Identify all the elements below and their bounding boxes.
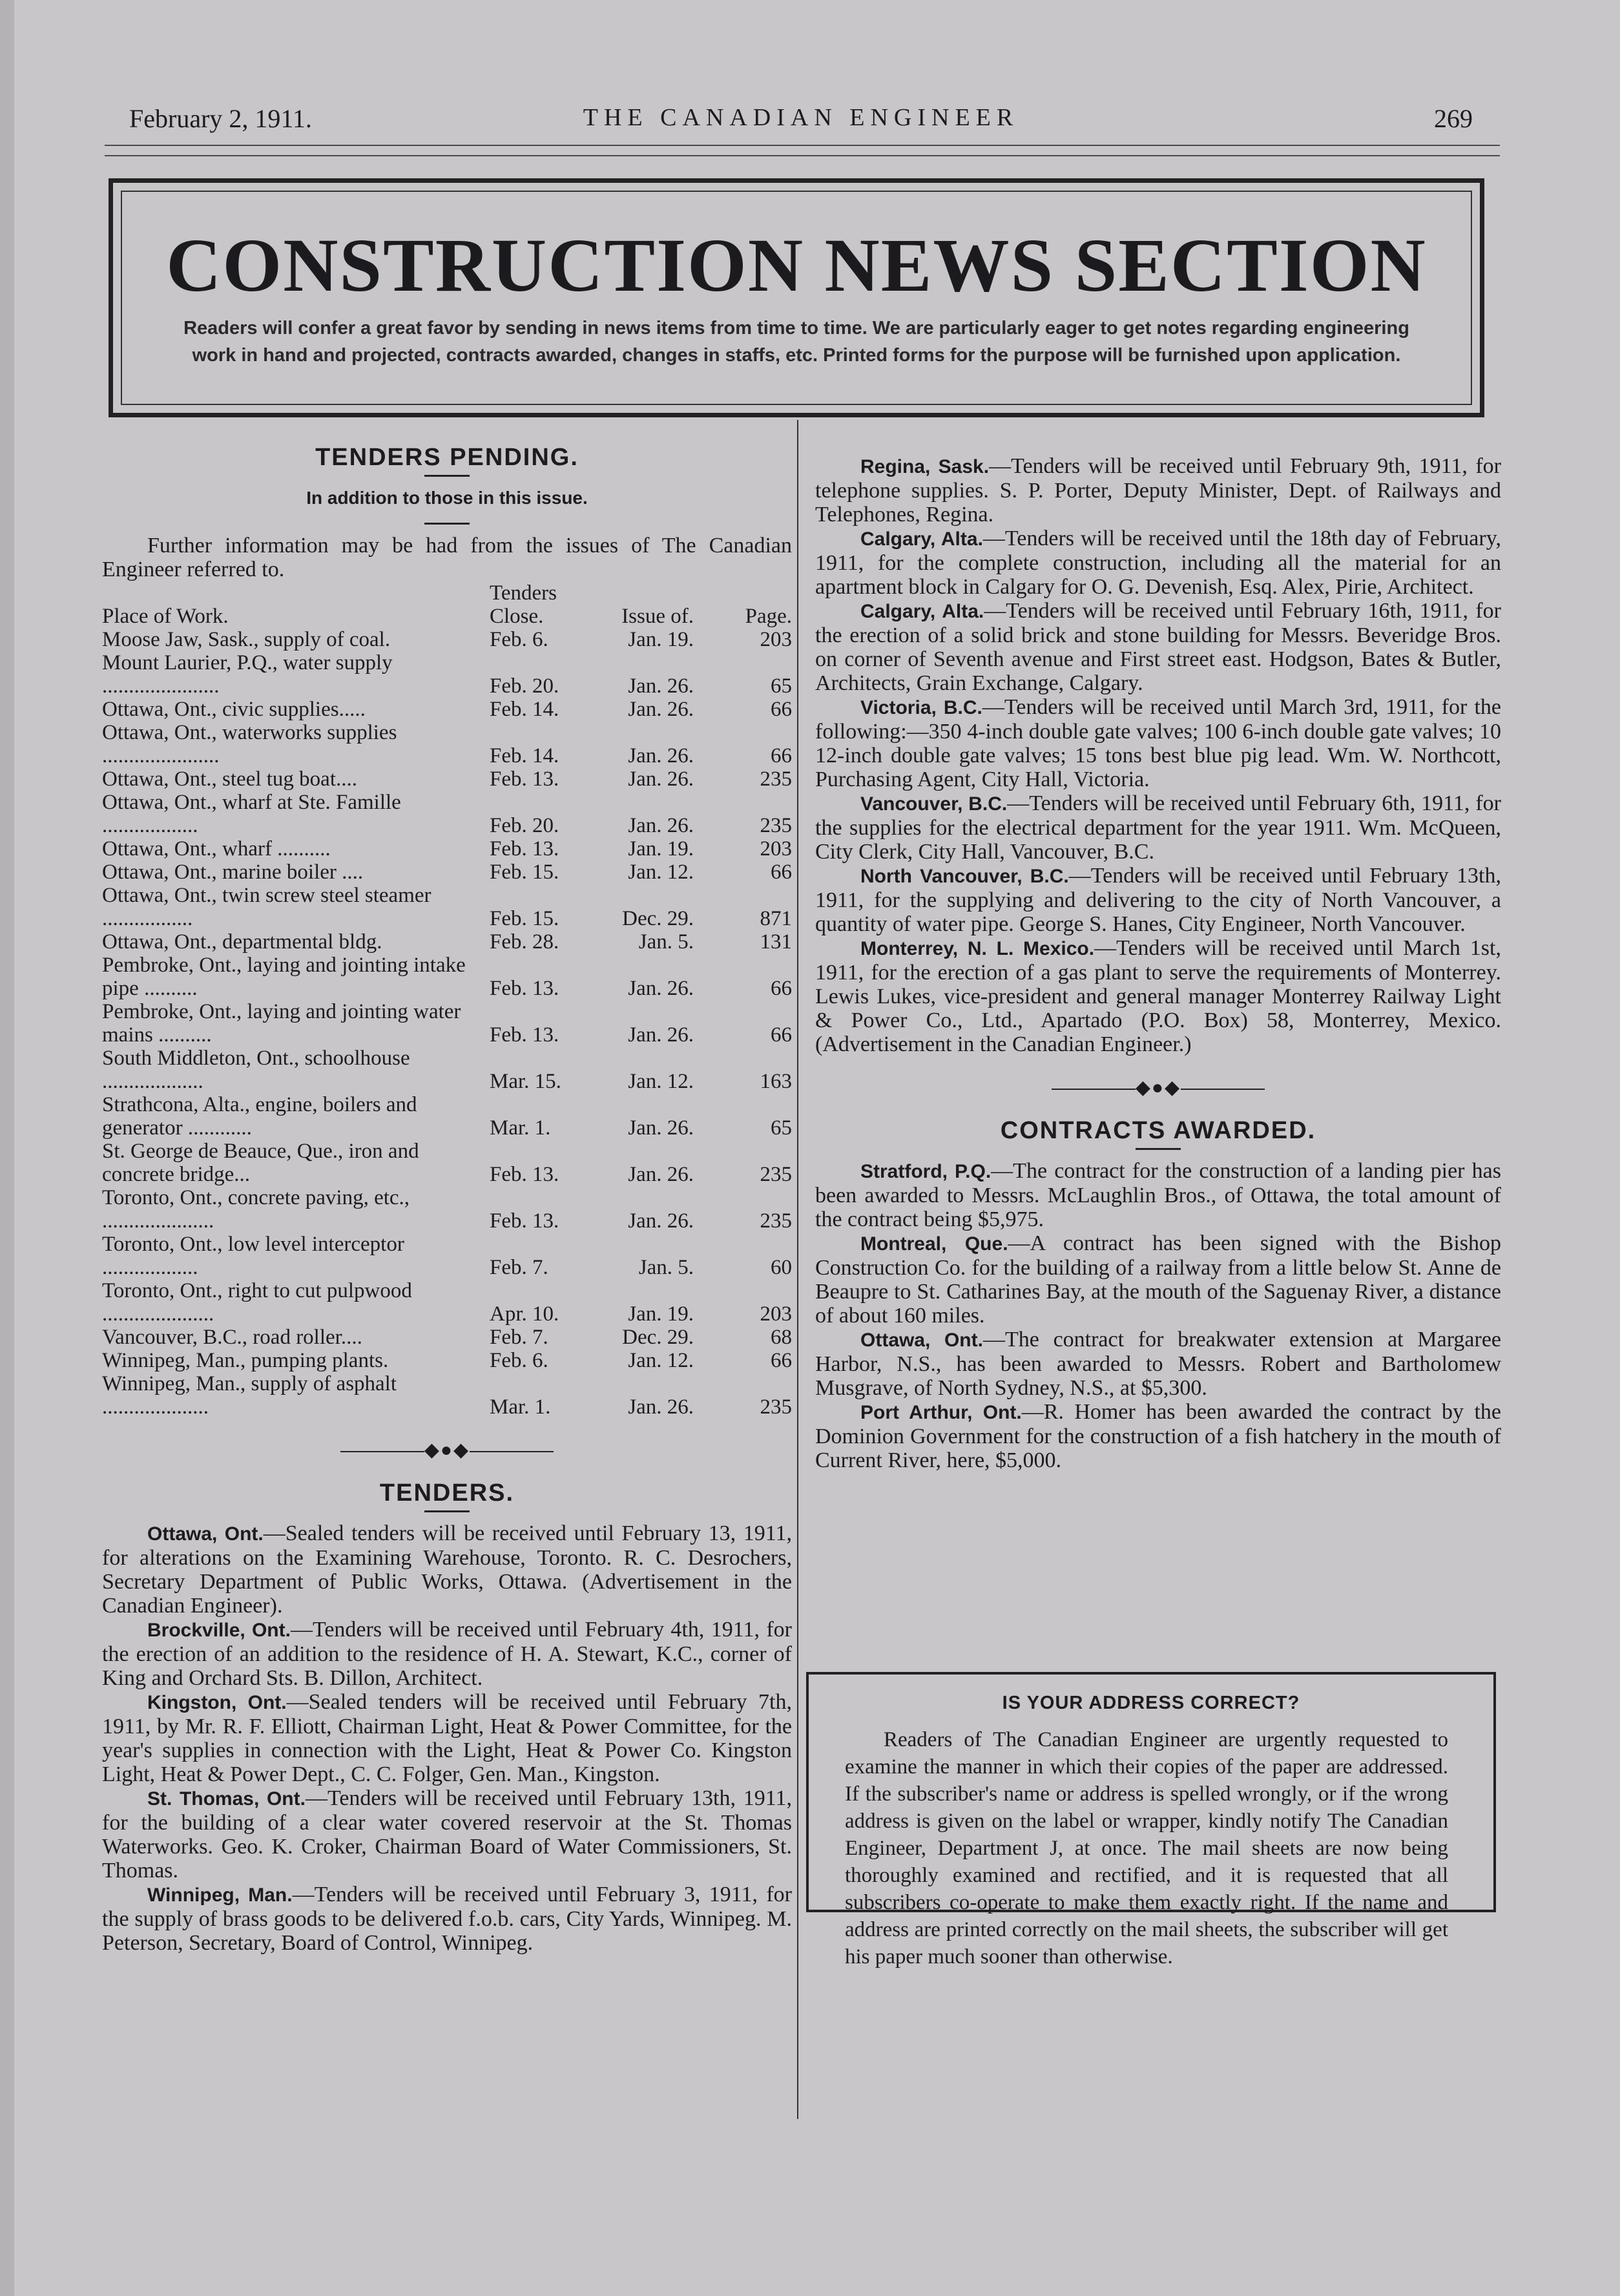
item-place: Stratford, P.Q.: [860, 1161, 992, 1182]
table-row: [102, 1326, 792, 1349]
cell-place: Winnipeg, Man., pumping plants.: [102, 1349, 389, 1372]
cell-issue: Jan. 26.: [628, 1023, 694, 1047]
running-head: [129, 103, 1473, 142]
cell-page: 203: [760, 628, 792, 651]
cell-close: Feb. 7.: [490, 1256, 548, 1279]
cell-issue: Jan. 26.: [628, 1163, 694, 1186]
item-text: —Tenders will be received until March 3rd, 1911, for the following:—350 4-inch double gate valves; 100 6-inch double gate valves; 10 12-inch double gate valves; 15 tons best blue pig lead. Wm. W. Northcott, Purchasing Agent, City Hall, Victoria.: [815, 695, 1501, 791]
cell-place: Ottawa, Ont., civic supplies.....: [102, 698, 366, 721]
table-row: [102, 791, 792, 837]
cell-place: Ottawa, Ont., wharf at Ste. Famille ..................: [102, 791, 401, 837]
cell-close: Feb. 13.: [490, 767, 559, 791]
cell-issue: Dec. 29.: [622, 1326, 694, 1349]
cell-place: Ottawa, Ont., wharf ..........: [102, 837, 331, 861]
cell-page: 68: [771, 1326, 792, 1349]
issue-date: February 2, 1911.: [129, 104, 312, 133]
item-text: —Tenders will be received until March 1st, 1911, for the erection of a gas plant to serve the requirements of Monterrey. Lewis Lukes, vice-president and general manager Monterrey Railway Light & Power Co., Ltd., Apartado (P.O. Box) 58, Monterrey, Mexico. (Advertisement in the Canadian Engineer.): [815, 936, 1501, 1056]
ornament-divider: [102, 1438, 792, 1462]
item-text: —Tenders will be received until February 13th, 1911, for the building of a clear water covered reservoir at the St. Thomas Waterworks. Geo. K. Croker, Chairman Board of Water Commissioners, St. Thomas.: [102, 1786, 792, 1883]
table-row: [102, 628, 792, 651]
cell-place: Ottawa, Ont., marine boiler ....: [102, 861, 364, 884]
item-place: Victoria, B.C.: [860, 697, 982, 718]
cell-place: Mount Laurier, P.Q., water supply ......................: [102, 651, 393, 698]
section-title: CONSTRUCTION NEWS SECTION: [166, 223, 1427, 308]
table-row: [102, 698, 792, 721]
cell-page: 235: [760, 1209, 792, 1233]
cell-page: 66: [771, 744, 792, 767]
cell-place: Ottawa, Ont., steel tug boat....: [102, 767, 358, 791]
item-place: Kingston, Ont.: [147, 1692, 287, 1713]
cell-issue: Jan. 26.: [628, 1209, 694, 1233]
cell-close: Mar. 15.: [490, 1070, 561, 1093]
item-place: Ottawa, Ont.: [147, 1523, 264, 1545]
cell-place: Ottawa, Ont., twin screw steel steamer .................: [102, 884, 431, 930]
table-row: [102, 767, 792, 791]
item-place: Vancouver, B.C.: [860, 793, 1008, 815]
cell-place: Toronto, Ont., right to cut pulpwood .....................: [102, 1279, 412, 1326]
cell-issue: Jan. 26.: [628, 1116, 694, 1140]
item-text: —Sealed tenders will be received until February 13, 1911, for alterations on the Examining Warehouse, Toronto. R. C. Desrochers, Secretary Department of Public Works, Ottawa. (Advertisement in the Canadian Engineer).: [102, 1521, 792, 1618]
page-edge: [0, 0, 14, 2296]
tender-item: [102, 1618, 792, 1690]
cell-issue: Jan. 26.: [628, 814, 694, 837]
cell-page: 871: [760, 907, 792, 930]
tenders-heading: TENDERS.: [379, 1479, 515, 1507]
cell-issue: Jan. 5.: [638, 1256, 694, 1279]
item-place: Regina, Sask.: [860, 456, 990, 477]
item-place: Calgary, Alta.: [860, 601, 984, 622]
contract-item: [815, 1400, 1501, 1472]
tender-item: [815, 936, 1501, 1056]
cell-place: Moose Jaw, Sask., supply of coal.: [102, 628, 391, 651]
item-text: —R. Homer has been awarded the contract by the Dominion Government for the construction of a fish hatchery in the mouth of Current River, here, $5,000.: [815, 1400, 1501, 1472]
header-rule: [105, 145, 1500, 146]
heading-rule: [424, 475, 470, 477]
item-place: Calgary, Alta.: [860, 528, 983, 550]
cell-place: Winnipeg, Man., supply of asphalt ....................: [102, 1372, 397, 1419]
address-notice-box: [806, 1672, 1496, 1968]
tender-item: [815, 454, 1501, 527]
tender-item: [102, 1690, 792, 1786]
item-place: North Vancouver, B.C.: [860, 866, 1069, 887]
left-column: [102, 446, 792, 1955]
heading-rule: [1136, 1148, 1181, 1150]
table-row: [102, 861, 792, 884]
table-row: [102, 954, 792, 1000]
contract-item: [815, 1159, 1501, 1231]
cell-page: 203: [760, 1302, 792, 1326]
tender-item: [815, 695, 1501, 791]
tenders-list-left: [102, 1521, 792, 1955]
cell-close: Feb. 13.: [490, 837, 559, 861]
item-place: Brockville, Ont.: [147, 1620, 291, 1641]
cell-page: 66: [771, 977, 792, 1000]
cell-page: 203: [760, 837, 792, 861]
cell-close: Feb. 13.: [490, 1023, 559, 1047]
cell-issue: Jan. 5.: [638, 930, 694, 954]
page-number: 269: [1434, 104, 1473, 133]
col-header-close: Tenders Close.: [490, 581, 557, 628]
cell-page: 131: [760, 930, 792, 954]
cell-page: 163: [760, 1070, 792, 1093]
tenders-list-right: [815, 454, 1501, 1056]
table-header-row: [102, 581, 792, 628]
item-text: —Tenders will be received until February 16th, 1911, for the erection of a solid brick and stone building for Messrs. Beveridge Bros. on corner of Seventh avenue and First street east. Hodgson, Bates & Butler, Architects, Grain Exchange, Calgary.: [815, 599, 1501, 695]
cell-page: 65: [771, 674, 792, 698]
section-banner: [109, 178, 1484, 417]
cell-page: 66: [771, 698, 792, 721]
banner-notice: Readers will confer a great favor by sending in news items from time to time. We are particularly eager to get notes regarding engineering work in hand and projected, contracts awarded, changes in staffs, etc. Printed forms for the purpose will be furnished upon application.: [183, 318, 1409, 366]
cell-close: Feb. 28.: [490, 930, 559, 954]
banner-inner-frame: [121, 191, 1472, 405]
cell-page: 65: [771, 1116, 792, 1140]
item-text: —The contract for the construction of a landing pier has been awarded to Messrs. McLaughlin Bros., of Ottawa, the total amount of the contract being $5,975.: [815, 1159, 1501, 1231]
tender-item: [815, 599, 1501, 695]
cell-issue: Jan. 19.: [628, 628, 694, 651]
item-text: —Tenders will be received until February 13th, 1911, for the supplying and delivering to the city of North Vancouver, a quantity of water pipe. George S. Hanes, City Engineer, North Vancouver.: [815, 864, 1502, 936]
cell-close: Feb. 7.: [490, 1326, 548, 1349]
tenders-pending-heading: TENDERS PENDING.: [315, 444, 579, 471]
item-place: Monterrey, N. L. Mexico.: [860, 938, 1095, 959]
item-text: —Tenders will be received until February 9th, 1911, for telephone supplies. S. P. Porter, Deputy Minister, Dept. of Railways and Telephones, Regina.: [815, 454, 1501, 527]
cell-issue: Jan. 19.: [628, 1302, 694, 1326]
cell-issue: Jan. 12.: [628, 1070, 694, 1093]
cell-issue: Jan. 26.: [628, 767, 694, 791]
tender-item: [815, 527, 1501, 599]
item-text: —A contract has been signed with the Bishop Construction Co. for the building of a railway from a little below St. Anne de Beaupre to St. Catharines Bay, at the mouth of the Saguenay River, a distance of about 160 miles.: [815, 1231, 1501, 1328]
ornament-glyph: ◆●◆: [424, 1439, 470, 1461]
contract-item: [815, 1231, 1501, 1328]
cell-issue: Jan. 26.: [628, 977, 694, 1000]
item-text: —Sealed tenders will be received until February 7th, 1911, by Mr. R. F. Elliott, Chairman Light, Heat & Power Committee, for the year's supplies in connection with the Light, Heat & Power Co. Kingston Light, Heat & Power Dept., C. C. Folger, Gen. Man., Kingston.: [102, 1690, 792, 1786]
cell-page: 235: [760, 1163, 792, 1186]
cell-issue: Jan. 12.: [628, 1349, 694, 1372]
heading-rule: [424, 523, 470, 525]
item-text: —Tenders will be received until February 6th, 1911, for the supplies for the electrical department for the year 1911. Wm. McQueen, City Clerk, City Hall, Vancouver, B.C.: [815, 791, 1501, 864]
cell-close: Feb. 14.: [490, 698, 559, 721]
table-row: [102, 721, 792, 767]
cell-page: 235: [760, 814, 792, 837]
cell-place: Ottawa, Ont., departmental bldg.: [102, 930, 382, 954]
table-row: [102, 1047, 792, 1093]
cell-issue: Jan. 26.: [628, 1395, 694, 1419]
cell-place: St. George de Beauce, Que., iron and concrete bridge...: [102, 1140, 419, 1186]
cell-close: Apr. 10.: [490, 1302, 559, 1326]
tenders-pending-table: [102, 581, 792, 1419]
item-text: —Tenders will be received until February 3, 1911, for the supply of brass goods to be delivered f.o.b. cars, City Yards, Winnipeg. M. Peterson, Secretary, Board of Control, Winnipeg.: [102, 1883, 793, 1955]
table-row: [102, 837, 792, 861]
cell-close: Feb. 14.: [490, 744, 559, 767]
tender-item: [102, 1786, 792, 1883]
cell-issue: Jan. 19.: [628, 837, 694, 861]
contracts-heading: CONTRACTS AWARDED.: [1000, 1117, 1316, 1144]
item-place: Port Arthur, Ont.: [860, 1402, 1022, 1423]
cell-place: Toronto, Ont., low level interceptor ..................: [102, 1233, 404, 1279]
contract-item: [815, 1328, 1501, 1400]
cell-close: Feb. 6.: [490, 628, 548, 651]
cell-close: Feb. 13.: [490, 977, 559, 1000]
table-row: [102, 1349, 792, 1372]
tender-item: [102, 1521, 792, 1618]
cell-page: 66: [771, 1349, 792, 1372]
cell-issue: Jan. 26.: [628, 698, 694, 721]
item-place: Montreal, Que.: [860, 1233, 1008, 1255]
cell-page: 66: [771, 861, 792, 884]
right-column: [815, 454, 1501, 1472]
address-notice-heading: IS YOUR ADDRESS CORRECT?: [1002, 1693, 1300, 1713]
heading-rule: [424, 1510, 470, 1512]
tenders-pending-subheading: In addition to those in this issue.: [306, 488, 588, 508]
cell-close: Feb. 15.: [490, 907, 559, 930]
ornament-glyph: ◆●◆: [1135, 1077, 1181, 1098]
cell-place: South Middleton, Ont., schoolhouse ...................: [102, 1047, 410, 1093]
cell-close: Feb. 6.: [490, 1349, 548, 1372]
cell-place: Pembroke, Ont., laying and jointing water mains ..........: [102, 1000, 461, 1047]
table-row: [102, 1233, 792, 1279]
item-place: Winnipeg, Man.: [147, 1884, 293, 1906]
item-text: —Tenders will be received until the 18th day of February, 1911, for the complete construction, including all the material for an apartment block in Calgary for O. G. Devenish, Esq. Alex, Pirie, Architect.: [815, 527, 1501, 599]
table-row: [102, 1140, 792, 1186]
tender-item: [102, 1883, 792, 1955]
table-row: [102, 1000, 792, 1047]
tender-item: [815, 864, 1501, 936]
journal-title: THE CANADIAN ENGINEER: [583, 104, 1019, 131]
cell-close: Feb. 13.: [490, 1163, 559, 1186]
table-row: [102, 1372, 792, 1419]
cell-place: Ottawa, Ont., waterworks supplies ......................: [102, 721, 397, 767]
cell-close: Feb. 20.: [490, 814, 559, 837]
cell-issue: Jan. 12.: [628, 861, 694, 884]
table-row: [102, 930, 792, 954]
item-place: Ottawa, Ont.: [860, 1330, 983, 1351]
contracts-list: [815, 1159, 1501, 1472]
column-divider: [797, 420, 798, 2119]
col-header-issue: Issue of.: [621, 605, 694, 628]
tender-item: [815, 791, 1501, 864]
table-row: [102, 1279, 792, 1326]
tenders-pending-rows: [102, 628, 792, 1419]
item-text: —Tenders will be received until February 4th, 1911, for the erection of an addition to the residence of H. A. Stewart, K.C., corner of King and Orchard Sts. B. Dillon, Architect.: [102, 1618, 792, 1690]
table-row: [102, 1186, 792, 1233]
address-notice-text: Readers of The Canadian Engineer are urgently requested to examine the manner in which their copies of the paper are addressed. If the subscriber's name or address is spelled wrongly, or if the wrong address is given on the label or wrapper, kindly notify The Canadian Engineer, Department J, at once. The mail sheets are now being thoroughly examined and rectified, and it is requested that all subscribers co-operate to make them exactly right. If the name and address are printed correctly on the mail sheets, the subscriber will get his paper much sooner than otherwise.: [845, 1728, 1448, 1968]
cell-issue: Jan. 26.: [628, 744, 694, 767]
item-place: St. Thomas, Ont.: [147, 1788, 306, 1810]
cell-close: Feb. 13.: [490, 1209, 559, 1233]
cell-page: 66: [771, 1023, 792, 1047]
table-row: [102, 651, 792, 698]
item-text: —The contract for breakwater extension at Margaree Harbor, N.S., has been awarded to Messrs. Robert and Bartholomew Musgrave, of North Sydney, N.S., at $5,300.: [815, 1328, 1502, 1400]
tenders-pending-intro: Further information may be had from the issues of The Canadian Engineer referred to.: [102, 534, 792, 581]
cell-place: Toronto, Ont., concrete paving, etc., .....................: [102, 1186, 410, 1233]
cell-close: Mar. 1.: [490, 1116, 551, 1140]
table-row: [102, 1093, 792, 1140]
cell-place: Strathcona, Alta., engine, boilers and generator ............: [102, 1093, 417, 1140]
col-header-place: Place of Work.: [102, 605, 229, 628]
cell-place: Vancouver, B.C., road roller....: [102, 1326, 362, 1349]
cell-page: 60: [771, 1256, 792, 1279]
cell-page: 235: [760, 767, 792, 791]
cell-close: Feb. 20.: [490, 674, 559, 698]
header-rule-lower: [105, 155, 1500, 156]
table-row: [102, 884, 792, 930]
cell-issue: Jan. 26.: [628, 674, 694, 698]
cell-close: Feb. 15.: [490, 861, 559, 884]
cell-issue: Dec. 29.: [622, 907, 694, 930]
cell-place: Pembroke, Ont., laying and jointing intake pipe ..........: [102, 954, 466, 1000]
cell-close: Mar. 1.: [490, 1395, 551, 1419]
col-header-tenders: Tenders: [490, 581, 557, 605]
cell-page: 235: [760, 1395, 792, 1419]
col-header-page: Page.: [745, 605, 792, 628]
ornament-divider: [815, 1076, 1501, 1100]
